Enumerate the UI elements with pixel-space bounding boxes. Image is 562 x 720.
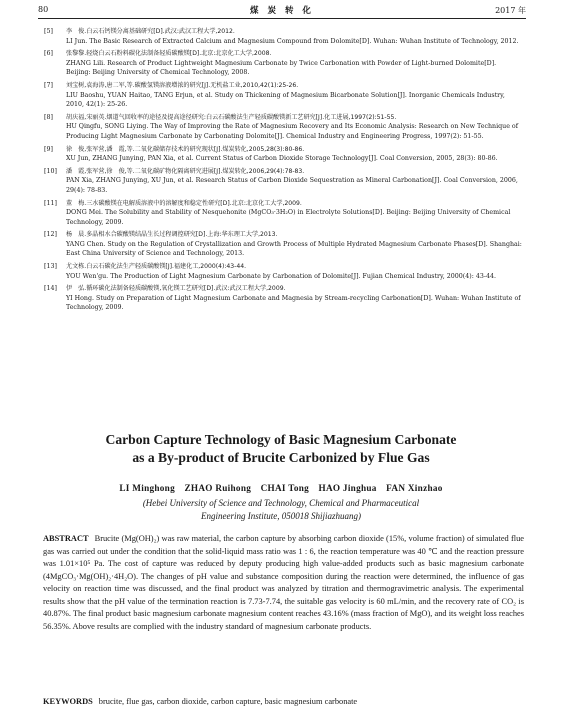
reference-number: [13] (44, 263, 57, 271)
reference-chinese: 胡庆福,宋丽英.烟道气回收率的途径及提高途径研究:白云石碳酸法生产轻质碳酸镁新工艺研究[J].化工进展,1997(2):51-55. (66, 113, 397, 121)
reference-number: [12] (44, 231, 57, 239)
reference-item (44, 199, 522, 228)
reference-english: LI Jun. The Basic Research of Extracted Calcium and Magnesium Compound from Dolomite[D]. Wuhan: Wuhan Institute of Technology, 2012. (66, 37, 519, 45)
reference-english: ZHANG Lili. Research of Product Lightweight Magnesium Carbonate by Twice Carbonation with Powder of Light-burned Dolomite[D]. Beijing: Beijing University of Chemical Technology, 2008. (66, 59, 497, 77)
reference-chinese: 刘宝树,袁海涛,唐二军,等.碳酸氢镁溶液增浓的研究[J].无机盐工业,2010,42(1):25-26. (66, 81, 299, 89)
running-header (38, 2, 526, 19)
reference-number: [5] (44, 28, 53, 35)
page-number: 80 (38, 5, 49, 14)
reference-number: [9] (44, 145, 53, 153)
keywords-text: brucite, flue gas, carbon dioxide, carbon capture, basic magnesium carbonate (98, 697, 358, 706)
reference-english: YOU Wen'gu. The Production of Light Magnesium Carbonate by Carbonation of Dolomite[J]. Fujian Chemical Industry, 2000(4): 43-44. (66, 272, 496, 280)
title-line-2: as a By-product of Brucite Carbonized by Flue Gas (132, 450, 430, 465)
reference-number: [7] (44, 81, 53, 89)
reference-item (44, 284, 522, 313)
affiliation-line-2: Engineering Institute, 050018 Shijiazhuang) (201, 510, 361, 521)
affiliation-line-1: (Hebei University of Science and Technology, Chemical and Pharmaceutical (142, 498, 420, 508)
keywords (43, 696, 524, 708)
reference-chinese: 杨 晨.多晶相水合碳酸镁结晶生长过程调控研究[D].上海:华东理工大学,2013. (66, 231, 278, 239)
keywords-label: KEYWORDS (43, 697, 93, 706)
reference-item (44, 145, 522, 164)
reference-number: [10] (44, 167, 57, 175)
reference-number: [14] (44, 285, 57, 293)
reference-item (44, 262, 522, 281)
reference-english: LIU Baoshu, YUAN Haitao, TANG Erjun, et al. Study on Thickening of Magnesium Bicarbonate Solution[J]. Inorganic Chemicals Industry, 2010, 42(1): 25-26. (66, 91, 505, 109)
reference-chinese: 董 梅.三水碳酸镁在电解质溶液中的溶解度和稳定性研究[D].北京:北京化工大学,2009. (66, 199, 302, 207)
reference-chinese: 李 俊.白云石钙镁分离基础研究[D].武汉:武汉工程大学,2012. (66, 28, 235, 35)
reference-item (44, 49, 522, 78)
reference-item (44, 167, 522, 196)
reference-item (44, 27, 522, 46)
reference-english: YI Hong. Study on Preparation of Light Magnesium Carbonate and Magnesia by Stream-recycling Carbonation[D]. Wuhan: Wuhan Institute of Technology, 2009. (66, 294, 521, 312)
reference-chinese: 尤文栋.白云石碳化法生产轻质碳酸镁[J].福建化工,2000(4):43-44. (66, 263, 247, 271)
reference-chinese: 伊 弘.循环碳化法制备轻质碳酸镁,氧化镁工艺研究[D].武汉:武汉工程大学,2009. (66, 285, 286, 293)
affiliation (80, 497, 482, 522)
reference-english: DONG Mei. The Solubility and Stability of Nesquehonite (MgCO₃·3H₂O) in Electrolyte Solutions[D]. Beijing: Beijing University of Chemical Technology, 2009. (66, 209, 511, 226)
reference-list (44, 27, 522, 316)
publication-year: 2017 年 (495, 6, 526, 15)
reference-number: [8] (44, 113, 53, 121)
reference-item (44, 81, 522, 110)
abstract-text: Brucite (Mg(OH)₂) was raw material, the carbon capture by absorbing carbon dioxide (15%, volume fraction) of simulated flue gas was carried out under the condition that the solid-liquid mass ratio was 1 : 6, the reaction temperature was 40 ℃ and the reaction pressure was 1.01×10⁵ Pa. The cost of capture was reduced by deputy producing high value-added products such as basic magnesium carbonate (4MgCO₃·Mg(OH)₂·4H₂O). The changes of pH value and substance composition during the reaction were determined, the influence of gas velocity on reaction time was discussed, and the final product was analyzed by titration and thermogravimetric analysis. The experimental results show that the pH value of the termination reaction is 7.73-7.74, the suitable gas velocity is 60 mL/min, and the recovery rate of CO₂ is 40.87%. The final product basic magnesium carbonate magnesium content reaches 43.16% (mass fraction of MgO), and its weight loss reaches 56.35%. Above results are complied with the industry standard of magnesium carbonate products. (43, 534, 524, 631)
reference-english: XU Jun, ZHANG Junying, PAN Xia, et al. Current Status of Carbon Dioxide Storage Technology[J]. Coal Conversion, 2005, 28(3): 80-86. (66, 155, 498, 163)
paper-title (40, 431, 522, 467)
reference-english: YANG Chen. Study on the Regulation of Crystallization and Growth Process of Multiple Hydrated Magnesium Carbonate Phases[D]. Shanghai: East China University of Science and Technology, 2013. (66, 240, 522, 258)
title-line-1: Carbon Capture Technology of Basic Magnesium Carbonate (105, 432, 457, 447)
reference-number: [11] (44, 199, 57, 207)
reference-item (44, 113, 522, 142)
reference-chinese: 张黎黎.轻烧白云石粉料碳化法制备轻质碳酸镁[D].北京:北京化工大学,2008. (66, 50, 272, 58)
abstract-label: ABSTRACT (43, 534, 89, 543)
reference-number: [6] (44, 50, 53, 58)
reference-english: HU Qingfu, SONG Liying. The Way of Improving the Rate of Magnesium Recovery and Its Economic Analysis: Research on New Technique of Producing Light Magnesium Carbonate by Carbonating Dolomite[J]. Chemical Industry and Engineering Progress, 1997(2): 51-55. (66, 123, 519, 140)
reference-english: PAN Xia, ZHANG Junying, XU Jun, et al. Research Status of Carbon Dioxide Sequestration as Mineral Carbonation[J]. Coal Conversion, 2006, 29(4): 78-83. (66, 177, 518, 194)
reference-chinese: 潘 霞,张军营,徐 俊,等.二氧化碳矿物化隔离研究进展[J].煤炭转化,2006,29(4):78-83. (66, 167, 305, 175)
reference-item (44, 230, 522, 259)
abstract (43, 533, 524, 633)
reference-chinese: 徐 俊,张军营,潘 霞,等.二氧化碳储存技术的研究现状[J].煤炭转化,2005,28(3):80-86. (66, 145, 305, 153)
journal-name: 煤 炭 转 化 (250, 6, 314, 16)
author-list: LI Minghong ZHAO Ruihong CHAI Tong HAO Jinghua FAN Xinzhao (119, 483, 443, 493)
